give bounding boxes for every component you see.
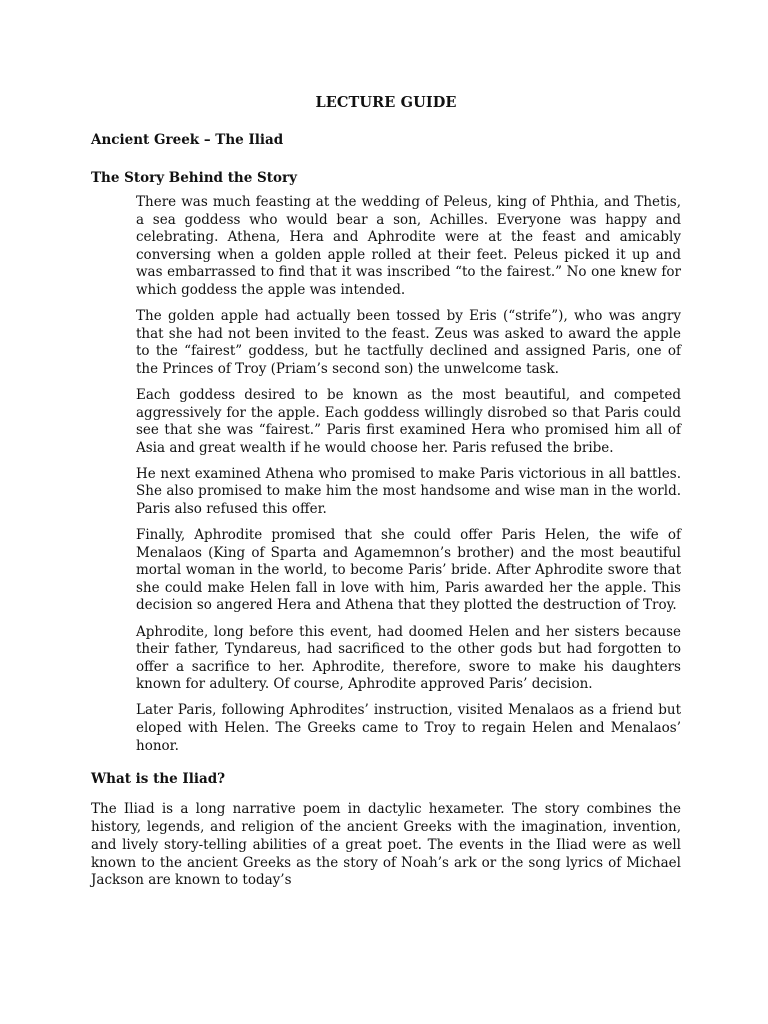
list-item-text: There was much feasting at the wedding of Peleus, king of Phthia, and Thetis, a sea goddess who would bear a son, Achilles. Everyone was happy and celebrating. Athena, Hera and Aphrodite were at the feast and amicably conversing when a golden apple rolled at their feet. Peleus picked it up and was embarrassed to find that it was inscribed “to the fairest.” No one knew for which goddess the apple was intended. [136,194,681,298]
iliad-intro-paragraph: The Iliad is a long narrative poem in dactylic hexameter. The story combines the history, legends, and religion of the ancient Greeks with the imagination, invention, and lively story-telling abilities of a great poet. The events in the Iliad were as well known to the ancient Greeks as the story of Noah’s ark or the song lyrics of Michael Jackson are known to today’s [91,801,681,889]
list-item [91,387,681,457]
document-title: LECTURE GUIDE [315,94,457,111]
list-item-text: He next examined Athena who promised to make Paris victorious in all battles. She also promised to make him the most handsome and wise man in the world. Paris also refused this offer. [136,465,681,517]
document-subtitle: Ancient Greek – The Iliad [91,132,284,148]
list-item [91,527,681,615]
list-item-text: Finally, Aphrodite promised that she could offer Paris Helen, the wife of Menalaos (King of Sparta and Agamemnon’s brother) and the most beautiful mortal woman in the world, to become Paris’ bride. After Aphrodite swore that she could make Helen fall in love with him, Paris awarded her the apple. This decision so angered Hera and Athena that they plotted the destruction of Troy. [136,527,681,614]
section-heading-story-behind: The Story Behind the Story [91,170,297,186]
list-item [91,466,681,519]
list-item [91,702,681,755]
list-item [91,308,681,378]
list-item [91,624,681,694]
list-item-text: The golden apple had actually been tossed by Eris (“strife”), who was angry that she had not been invited to the feast. Zeus was asked to award the apple to the “fairest” goddess, but he tactfully declined and assigned Paris, one of the Princes of Troy (Priam’s second son) the unwelcome task. [136,308,681,377]
story-bullet-list [91,194,681,755]
list-item-text: Aphrodite, long before this event, had doomed Helen and her sisters because their father, Tyndareus, had sacrificed to the other gods but had forgotten to offer a sacrifice to her. Aphrodite, therefore, swore to make his daughters known for adultery. Of course, Aphrodite approved Paris’ decision. [136,623,681,693]
list-item-text: Later Paris, following Aphrodites’ instruction, visited Menalaos as a friend but eloped with Helen. The Greeks came to Troy to regain Helen and Menalaos’ honor. [136,702,681,754]
list-item-text: Each goddess desired to be known as the most beautiful, and competed aggressively for the apple. Each goddess willingly disrobed so that Paris could see that she was “fairest.” Paris first examined Hera who promised him all of Asia and great wealth if he would choose her. Paris refused the bribe. [136,386,681,456]
list-item [91,194,681,300]
section-heading-what-is-iliad: What is the Iliad? [91,771,226,788]
